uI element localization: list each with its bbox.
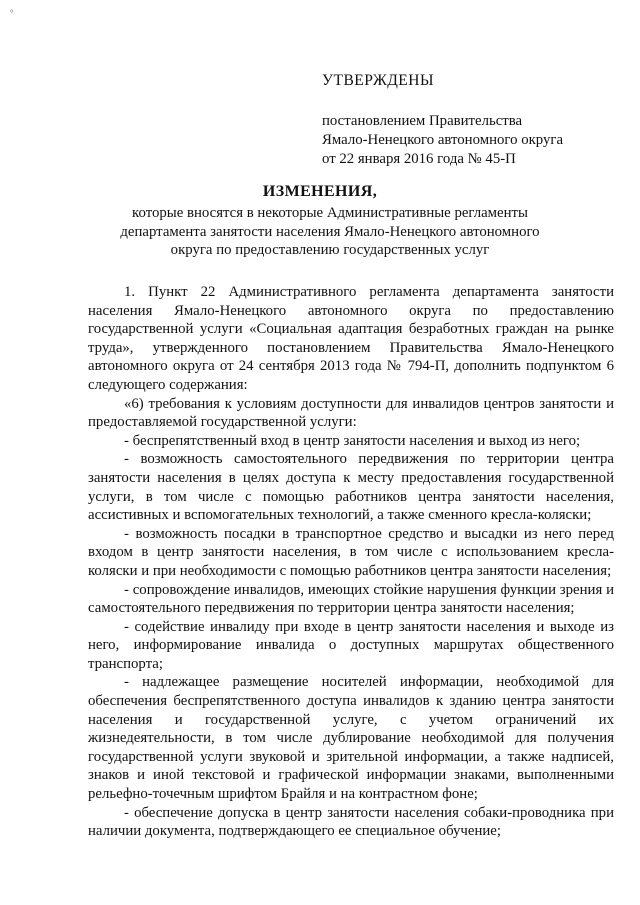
list-item-guide-dog: - обеспечение допуска в центр занятости населения собаки-проводника при наличии документа, подтверждающего ее специальное обучение;: [88, 804, 614, 840]
document-title: ИЗМЕНЕНИЯ,: [262, 183, 378, 200]
scan-mark: °: [10, 8, 14, 18]
list-item-entry: - беспрепятственный вход в центр занятости населения и выход из него;: [124, 432, 581, 449]
approval-title: УТВЕРЖДЕНЫ: [322, 72, 434, 89]
document-body: [88, 283, 614, 841]
list-item-assistance: - содействие инвалиду при входе в центр занятости населения и выходе из него, информирование инвалида о доступных маршрутах общественного транспорта;: [88, 618, 614, 672]
approval-block: [322, 72, 622, 169]
list-item-movement: - возможность самостоятельного передвижения по территории центра занятости населения в целях доступа к месту предоставления государственной услуги, в том числе с помощью работников центра занятости населения, ассистивных и вспомогательных технологий, а также сменного кресла-коляски;: [88, 451, 614, 524]
list-item-transport: - возможность посадки в транспортное средство и высадки из него перед входом в центр занятости населения, в том числе с использованием кресла-коляски и при необходимости с помощью работников центра занятости населения;: [88, 525, 614, 579]
list-item-information: - надлежащее размещение носителей информации, необходимой для обеспечения беспрепятственного доступа инвалидов к зданию центра занятости населения и государственной услуге, с учетом ограничений их жизнедеятельности, в том числе дублирование необходимой для получения государственной услуги звуковой и зрительной информации, а также надписей, знаков и иной текстовой и графической информации знаками, выполненными рельефно-точечным шрифтом Брайля и на контрастном фоне;: [88, 674, 614, 803]
approval-line-1: постановлением Правительства: [322, 113, 523, 129]
approval-line-2: Ямало-Ненецкого автономного округа: [322, 132, 564, 148]
approval-line-3: от 22 января 2016 года № 45-П: [322, 151, 516, 167]
paragraph-subclause-6: «6) требования к условиям доступности для инвалидов центров занятости и предоставляемой государственной услуги:: [88, 395, 614, 431]
list-item-escort: - сопровождение инвалидов, имеющих стойкие нарушения функции зрения и самостоятельного передвижения по территории центра занятости населения;: [88, 581, 614, 617]
paragraph-clause-1: 1. Пункт 22 Административного регламента департамента занятости населения Ямало-Ненецкого автономного округа по предоставлению государственной услуги «Социальная адаптация безработных граждан на рынке труда», утвержденного постановлением Правительства Ямало-Ненецкого автономного округа от 24 сентября 2013 года № 794-П, дополнить подпунктом 6 следующего содержания:: [88, 284, 614, 393]
document-subtitle: которые вносятся в некоторые Административные регламенты департамента занятости населения Ямало-Ненецкого автономного округа по предоставлению государственных услуг: [120, 205, 540, 258]
